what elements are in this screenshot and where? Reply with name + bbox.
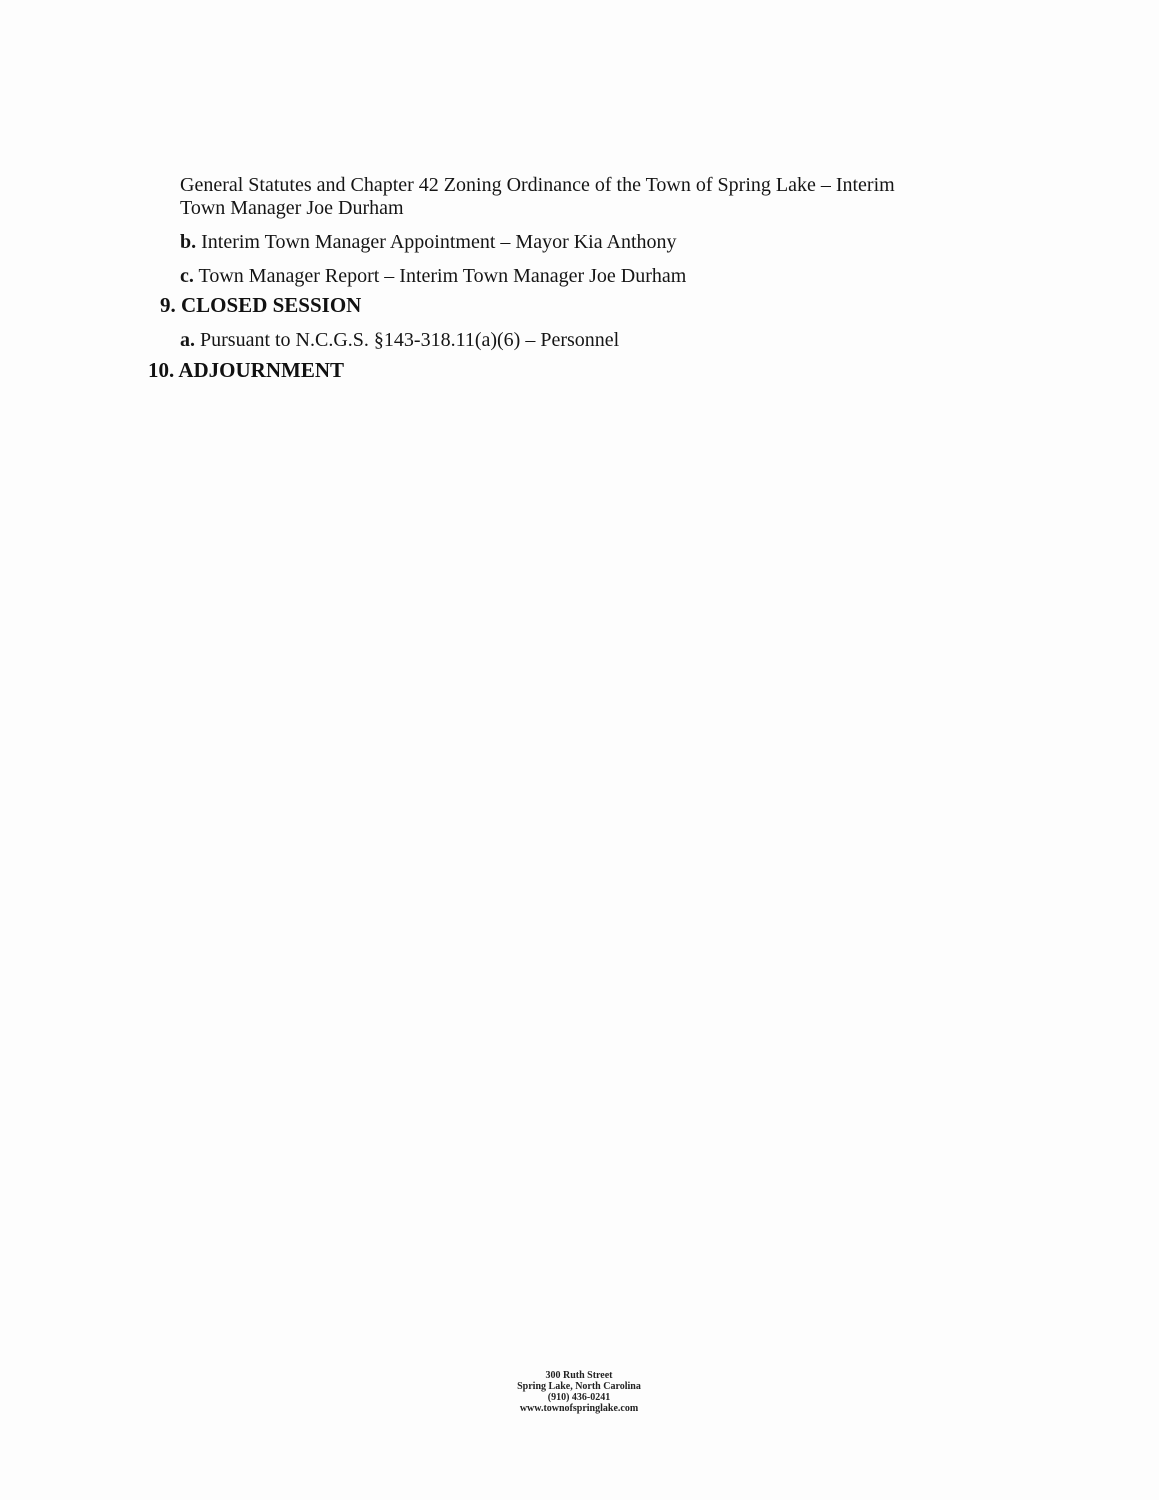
footer-website: www.townofspringlake.com	[519, 1403, 639, 1414]
item-letter: c.	[180, 265, 194, 287]
footer-street: 300 Ruth Street	[545, 1370, 613, 1381]
footer-phone: (910) 436-0241	[547, 1392, 611, 1403]
footer-city: Spring Lake, North Carolina	[517, 1381, 641, 1392]
agenda-item-8b	[180, 230, 677, 254]
item-text: Interim Town Manager Appointment – Mayor Kia Anthony	[196, 231, 677, 253]
item-text: Town Manager Report – Interim Town Manager Joe Durham	[193, 265, 687, 287]
section-heading-closed-session: 9. CLOSED SESSION	[160, 293, 362, 317]
agenda-item-9a	[180, 328, 619, 352]
item-8a-continued-line-2: Town Manager Joe Durham	[180, 197, 404, 219]
page-footer-address	[489, 1370, 669, 1414]
item-letter: a.	[180, 329, 195, 351]
agenda-item-8c	[180, 264, 686, 288]
item-text: Pursuant to N.C.G.S. §143-318.11(a)(6) – Personnel	[195, 329, 620, 351]
item-8a-continued-line-1: General Statutes and Chapter 42 Zoning Ordinance of the Town of Spring Lake – Interim	[180, 174, 895, 196]
item-letter: b.	[180, 231, 197, 253]
section-heading-adjournment: 10. ADJOURNMENT	[148, 358, 345, 382]
